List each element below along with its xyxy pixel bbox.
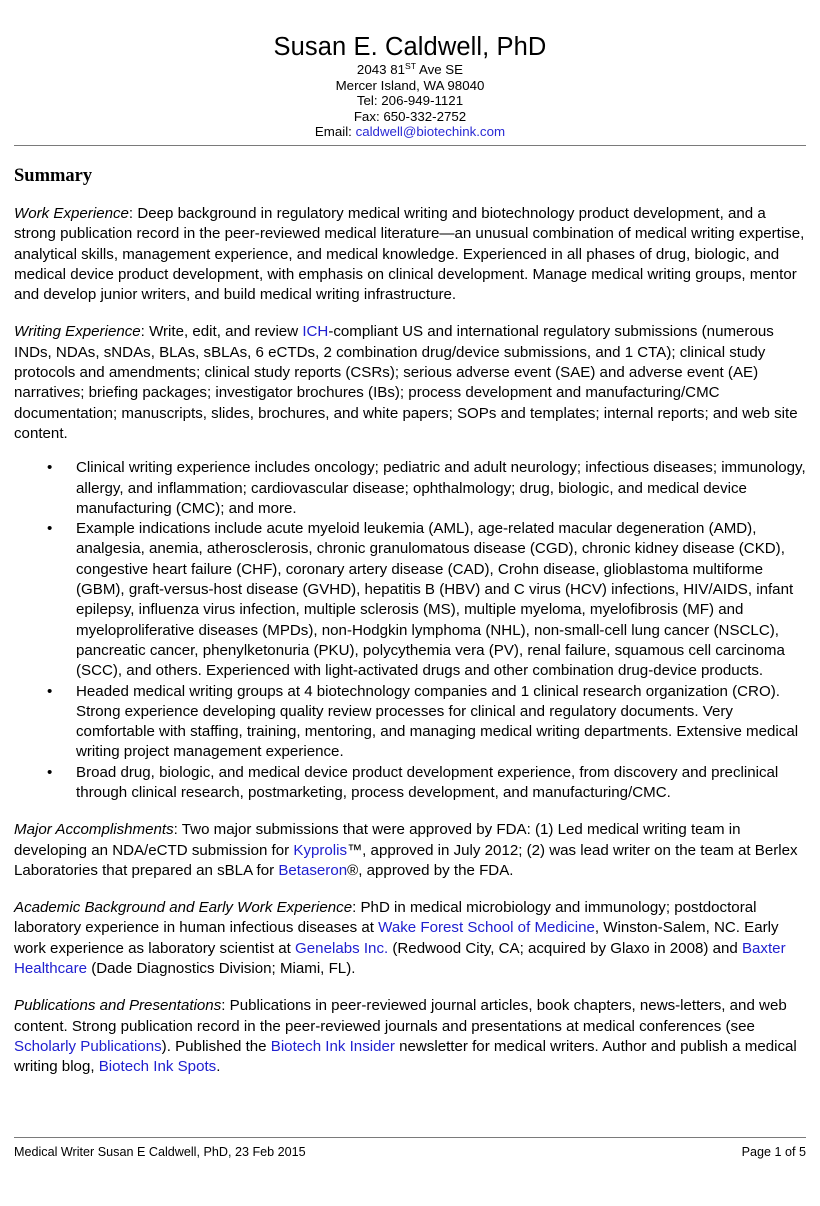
paragraph-academic-background — [14, 898, 806, 979]
summary-bullet-list — [14, 458, 806, 803]
ich-link[interactable]: ICH — [302, 323, 329, 341]
list-item — [14, 682, 806, 763]
street-address — [14, 62, 806, 78]
biotech-ink-insider-link[interactable]: Biotech Ink Insider — [270, 1037, 395, 1055]
section-heading-summary: Summary — [14, 165, 93, 186]
street-ordinal-suffix: ST — [405, 61, 416, 71]
paragraph-major-accomplishments — [14, 820, 806, 881]
genelabs-link[interactable]: Genelabs Inc. — [295, 939, 389, 957]
scholarly-publications-link[interactable]: Scholarly Publications — [14, 1037, 162, 1055]
academic-background-part4: (Dade Diagnostics Division; Miami, FL). — [87, 960, 356, 978]
major-accomplishments-part2: ™, approved in July 2012; (2) was lead writer on the team at Berlex Laboratories that prepared an sBLA for — [14, 841, 798, 879]
publications-part2: ). Published the — [161, 1037, 271, 1055]
paragraph-writing-experience — [14, 322, 806, 444]
major-accomplishments-label: Major Accomplishments — [14, 821, 174, 839]
academic-background-part2: , Winston-Salem, NC. Early work experience as laboratory scientist at — [14, 919, 779, 957]
academic-background-part3: (Redwood City, CA; acquired by Glaxo in 2008) and — [388, 939, 742, 957]
academic-background-separator: : — [352, 899, 361, 917]
page-title: Susan E. Caldwell, PhD — [273, 33, 547, 61]
academic-background-label: Academic Background and Early Work Experience — [14, 899, 353, 917]
major-accomplishments-part3: ®, approved by the FDA. — [347, 861, 514, 879]
footer-divider — [14, 1137, 806, 1138]
writing-experience-text-after: -compliant US and international regulatory submissions (numerous INDs, NDAs, sNDAs, BLAs, sBLAs, 6 eCTDs, 2 combination drug/device submissions, and 1 CTA); clinical study protocols and amendments; clinical study reports (CSRs); serious adverse event (SAE) and adverse event (AE) narratives; briefing packages; investigator brochures (IBs); process development and manufacturing/CMC documentation; manuscripts, slides, brochures, and white papers; SOPs and templates; internal reports; and web site content. — [14, 323, 798, 442]
betaseron-link[interactable]: Betaseron — [278, 861, 348, 879]
footer-row — [14, 1144, 806, 1160]
publications-part4: . — [216, 1058, 221, 1076]
academic-background-part1: PhD in medical microbiology and immunology; postdoctoral laboratory experience in human infectious diseases at — [14, 899, 757, 937]
document-header — [14, 0, 806, 140]
document-body — [14, 146, 806, 1078]
fax: Fax: 650-332-2752 — [353, 108, 467, 124]
list-item — [14, 763, 806, 804]
footer-page-number: Page 1 of 5 — [741, 1145, 806, 1159]
bullet-icon: • — [47, 520, 53, 538]
email-label: Email: — [314, 124, 356, 140]
email-line — [14, 124, 806, 140]
kyprolis-link[interactable]: Kyprolis — [293, 841, 348, 859]
page-footer — [14, 1137, 806, 1160]
work-experience-label: Work Experience — [14, 204, 129, 222]
email-link[interactable]: caldwell@biotechink.com — [355, 124, 506, 140]
list-item-text: Clinical writing experience includes oncology; pediatric and adult neurology; infectious diseases; immunology, allergy, and inflammation; cardiovascular disease; ophthalmology; drug, biologic, and medical device manufacturing (CMC); and more. — [76, 459, 806, 517]
street-number: 2043 81 — [356, 62, 405, 77]
list-item-text: Broad drug, biologic, and medical device product development experience, from discovery and preclinical through clinical research, postmarketing, process development, and manufacturing/CMC. — [76, 763, 779, 801]
list-item — [14, 519, 806, 681]
list-item-text: Example indications include acute myeloid leukemia (AML), age-related macular degeneration (AMD), analgesia, anemia, atherosclerosis, chronic granulomatous disease (CGD), chronic kidney disease (CKD), congestive heart failure (CHF), coronary artery disease (CAD), Crohn disease, glioblastoma multiforme (GBM), graft-versus-host disease (GVHD), hepatitis B (HBV) and C virus (HCV) infections, HIV/AIDS, infant epilepsy, influenza virus infection, multiple sclerosis (MS), multiple myeloma, myelofibrosis (MF) and myeloproliferative diseases (MPDs), non-Hodgkin lymphoma (NHL), non-small-cell lung cancer (NSCLC), pancreatic cancer, phenylketonuria (PKU), polycythemia vera (PV), renal failure, squamous cell carcinoma (SCC), and others. Experienced with light-activated drugs and other combination drug-device products. — [76, 520, 794, 680]
work-experience-separator: : — [128, 204, 138, 222]
major-accomplishments-separator: : — [173, 821, 182, 839]
list-item-text: Headed medical writing groups at 4 biotechnology companies and 1 clinical research organization (CRO). Strong experience developing quality review processes for clinical and regulatory documents. Very comfortable with staffing, training, mentoring, and managing medical writing departments. Extensive medical writing project management experience. — [76, 682, 799, 761]
street-rest: Ave SE — [415, 62, 464, 77]
writing-experience-text-before: Write, edit, and review — [149, 323, 303, 341]
city-state-zip: Mercer Island, WA 98040 — [335, 77, 485, 93]
writing-experience-separator: : — [140, 323, 150, 341]
bullet-icon: • — [47, 763, 53, 781]
major-accomplishments-part1: Two major submissions that were approved by FDA: (1) Led medical writing team in developing an NDA/eCTD submission for — [14, 821, 741, 859]
publications-label: Publications and Presentations — [14, 997, 222, 1015]
biotech-ink-spots-link[interactable]: Biotech Ink Spots — [98, 1058, 217, 1076]
writing-experience-label: Writing Experience — [14, 323, 141, 341]
bullet-icon: • — [47, 459, 53, 477]
wake-forest-link[interactable]: Wake Forest School of Medicine — [378, 919, 595, 937]
list-item — [14, 458, 806, 519]
telephone: Tel: 206-949-1121 — [356, 93, 464, 109]
publications-separator: : — [221, 997, 230, 1015]
paragraph-work-experience — [14, 204, 806, 305]
footer-left-text: Medical Writer Susan E Caldwell, PhD, 23 Feb 2015 — [14, 1145, 306, 1159]
publications-part1: Publications in peer-reviewed journal articles, book chapters, news-letters, and web content. Strong publication record in the peer-reviewed journals and presentations at medical conferences (see — [14, 997, 787, 1035]
publications-part3: newsletter for medical writers. Author and publish a medical writing blog, — [14, 1037, 797, 1076]
bullet-icon: • — [47, 682, 53, 700]
paragraph-publications — [14, 996, 806, 1077]
baxter-healthcare-link[interactable]: Baxter Healthcare — [14, 939, 786, 978]
work-experience-text: Deep background in regulatory medical writing and biotechnology product development, and a strong publication record in the peer-reviewed medical literature—an unusual combination of medical writing expertise, analytical skills, management experience, and medical knowledge. Experienced in all phases of drug, biologic, and medical device product development, with emphasis on clinical development. Manage medical writing groups, mentor and develop junior writers, and build medical writing infrastructure. — [14, 204, 805, 304]
